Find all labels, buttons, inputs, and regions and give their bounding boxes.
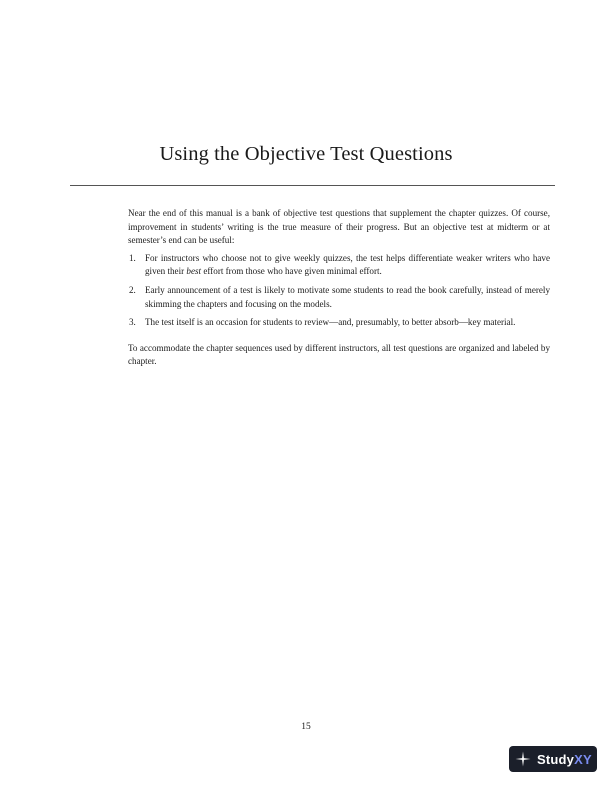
page-title: Using the Objective Test Questions <box>159 143 453 165</box>
emphasis-text: best <box>186 266 202 277</box>
list-item-number: 2. <box>129 284 136 295</box>
title-divider <box>70 185 555 186</box>
list-item-number: 1. <box>129 252 136 263</box>
logo-text: StudyXY <box>537 751 592 767</box>
body-text <box>128 207 550 369</box>
page-number: 15 <box>301 722 311 732</box>
numbered-list <box>128 252 550 330</box>
closing-paragraph: To accommodate the chapter sequences used by different instructors, all test questions are organized and labeled by chapter. <box>128 342 550 367</box>
list-item-number: 3. <box>129 317 136 328</box>
intro-paragraph: Near the end of this manual is a bank of objective test questions that supplement the chapter quizzes. Of course, improvement in students’ writing is the true measure of their progress. But an objective test at midterm or at semester’s end can be useful: <box>128 208 550 246</box>
list-item <box>128 252 550 279</box>
studyxy-logo <box>509 746 597 772</box>
list-item <box>128 284 550 311</box>
list-item-text: For instructors who choose not to give weekly quizzes, the test helps differentiate weaker writers who have given their best effort from those who have given minimal effort. <box>145 252 550 277</box>
list-item-text: Early announcement of a test is likely to motivate some students to read the book carefully, instead of merely skimming the chapters and focusing on the models. <box>145 284 550 309</box>
plus-sparkle-icon <box>515 751 531 767</box>
list-item-text: The test itself is an occasion for students to review—and, presumably, to better absorb—key material. <box>145 317 516 328</box>
list-item <box>128 316 550 330</box>
